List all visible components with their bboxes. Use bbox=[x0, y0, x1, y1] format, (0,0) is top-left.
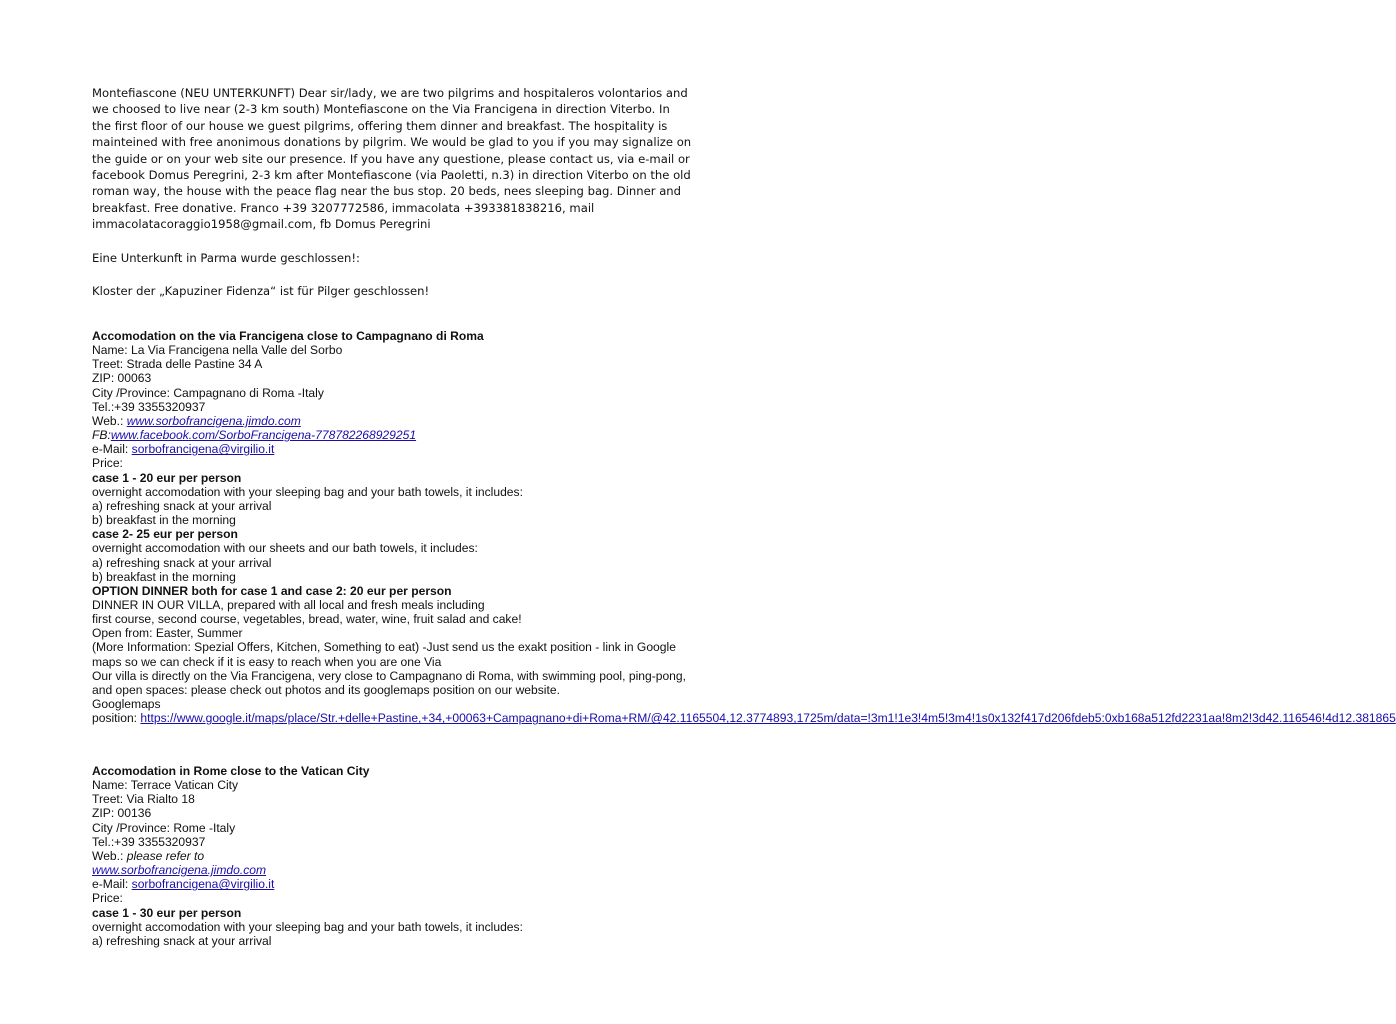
rome-web-link-line bbox=[92, 863, 692, 877]
web-label: Web.: bbox=[92, 848, 127, 863]
rome-email-link[interactable]: sorbofrancigena@virgilio.it bbox=[131, 877, 275, 892]
campagnano-case2-a: a) refreshing snack at your arrival bbox=[92, 555, 272, 570]
rome-zip: ZIP: 00136 bbox=[92, 806, 152, 821]
campagnano-case1-desc: overnight accomodation with your sleeping bag and your bath towels, it includes: bbox=[92, 484, 523, 499]
campagnano-tel: Tel.:+39 3355320937 bbox=[92, 399, 206, 414]
campagnano-case1-title: case 1 - 20 eur per person bbox=[92, 470, 242, 485]
rome-heading: Accomodation in Rome close to the Vatican City bbox=[92, 764, 370, 778]
rome-web-link[interactable]: www.sorbofrancigena.jimdo.com bbox=[92, 863, 267, 878]
rome-case1-desc: overnight accomodation with your sleeping bag and your bath towels, it includes: bbox=[92, 919, 523, 934]
rome-web-line bbox=[92, 849, 692, 863]
campagnano-heading: Accomodation on the via Francigena close to Campagnano di Roma bbox=[92, 329, 484, 343]
campagnano-email-line bbox=[92, 442, 692, 456]
campagnano-web-link[interactable]: www.sorbofrancigena.jimdo.com bbox=[126, 413, 301, 428]
campagnano-email-link[interactable]: sorbofrancigena@virgilio.it bbox=[131, 442, 275, 457]
campagnano-dinner-line2: first course, second course, vegetables, bread, water, wine, fruit salad and cake! bbox=[92, 612, 522, 627]
rome-email-line bbox=[92, 877, 692, 891]
campagnano-city: City /Province: Campagnano di Roma -Italy bbox=[92, 385, 324, 400]
campagnano-case2-desc: overnight accomodation with our sheets and our bath towels, it includes: bbox=[92, 541, 478, 556]
rome-accommodation bbox=[92, 764, 692, 948]
parma-notice: Eine Unterkunft in Parma wurde geschlossen!: bbox=[92, 250, 360, 265]
campagnano-fb-line bbox=[92, 428, 692, 442]
campagnano-dinner-line1: DINNER IN OUR VILLA, prepared with all local and fresh meals including bbox=[92, 597, 485, 612]
fidenza-notice: Kloster der „Kapuziner Fidenza“ ist für Pilger geschlossen! bbox=[92, 284, 430, 299]
rome-name: Name: Terrace Vatican City bbox=[92, 778, 239, 793]
intro-section bbox=[92, 85, 692, 299]
web-label: Web.: bbox=[92, 413, 127, 428]
campagnano-open: Open from: Easter, Summer bbox=[92, 626, 243, 641]
rome-case1-title: case 1 - 30 eur per person bbox=[92, 905, 242, 920]
rome-price-label: Price: bbox=[92, 891, 123, 906]
rome-web-note: please refer to bbox=[126, 848, 205, 863]
montefiascone-paragraph: Montefiascone (NEU UNTERKUNFT) Dear sir/lady, we are two pilgrims and hospitaleros volontarios and we choosed to live near (2-3 km south) Montefiascone on the Via Francigena in direction Viterbo. In the first floor of our house we guest pilgrims, offering them dinner and breakfast. The hospitality is mainteined with free anonimous donations by pilgrim. We would be glad to you if you may signalize on the guide or on your web site our presence. If you have any questione, please contact us, via e-mail or facebook Domus Peregrini, 2-3 km after Montefiascone (via Paoletti, n.3) in direction Viterbo on the old roman way, the house with the peace flag near the bus stop. 20 beds, nees sleeping bag. Dinner and breakfast. Free donative. Franco +39 3207772586, immacolata +393381838216, mail immacolatacoraggio1958@gmail.com, fb Domus Peregrini bbox=[92, 86, 692, 232]
campagnano-option-dinner-title: OPTION DINNER both for case 1 and case 2: 20 eur per person bbox=[92, 583, 452, 598]
email-label: e-Mail: bbox=[92, 442, 132, 457]
rome-street: Treet: Via Rialto 18 bbox=[92, 792, 195, 807]
campagnano-googlemaps-label: Googlemaps bbox=[92, 697, 161, 712]
campagnano-case1-a: a) refreshing snack at your arrival bbox=[92, 498, 272, 513]
email-label: e-Mail: bbox=[92, 877, 132, 892]
campagnano-villa-desc: Our villa is directly on the Via Francigena, very close to Campagnano di Roma, with swimming pool, ping-pong, and open spaces: please check out photos and its googlemaps position on our website. bbox=[92, 668, 686, 697]
campagnano-name: Name: La Via Francigena nella Valle del Sorbo bbox=[92, 343, 343, 358]
rome-tel: Tel.:+39 3355320937 bbox=[92, 834, 206, 849]
campagnano-case2-b: b) breakfast in the morning bbox=[92, 569, 236, 584]
campagnano-accommodation bbox=[92, 329, 1396, 726]
campagnano-case1-b: b) breakfast in the morning bbox=[92, 513, 236, 528]
fb-label: FB: bbox=[92, 428, 111, 443]
rome-case1-a: a) refreshing snack at your arrival bbox=[92, 933, 272, 948]
rome-city: City /Province: Rome -Italy bbox=[92, 820, 236, 835]
campagnano-position-line bbox=[92, 711, 1396, 726]
position-label: position: bbox=[92, 711, 141, 726]
campagnano-street: Treet: Strada delle Pastine 34 A bbox=[92, 357, 263, 372]
campagnano-fb-link[interactable]: www.facebook.com/SorboFrancigena-778782268929251 bbox=[110, 428, 417, 443]
campagnano-more-info: (More Information: Spezial Offers, Kitchen, Something to eat) -Just send us the exakt position - link in Google maps so we can check if it is easy to reach when you are one Via bbox=[92, 640, 676, 669]
campagnano-case2-title: case 2- 25 eur per person bbox=[92, 527, 238, 542]
campagnano-zip: ZIP: 00063 bbox=[92, 371, 152, 386]
campagnano-googlemaps-link[interactable]: https://www.google.it/maps/place/Str.+delle+Pastine,+34,+00063+Campagnano+di+Roma+RM/@42.1165504,12.3774893,1725m/data=!3m1!1e3!4m5!3m4!1s0x132f417d206fdeb5:0xb168a512fd2231aa!8m2!3d42.116546!4d12.381865 bbox=[140, 711, 1396, 726]
campagnano-price-label: Price: bbox=[92, 456, 123, 471]
campagnano-web-line bbox=[92, 414, 692, 428]
